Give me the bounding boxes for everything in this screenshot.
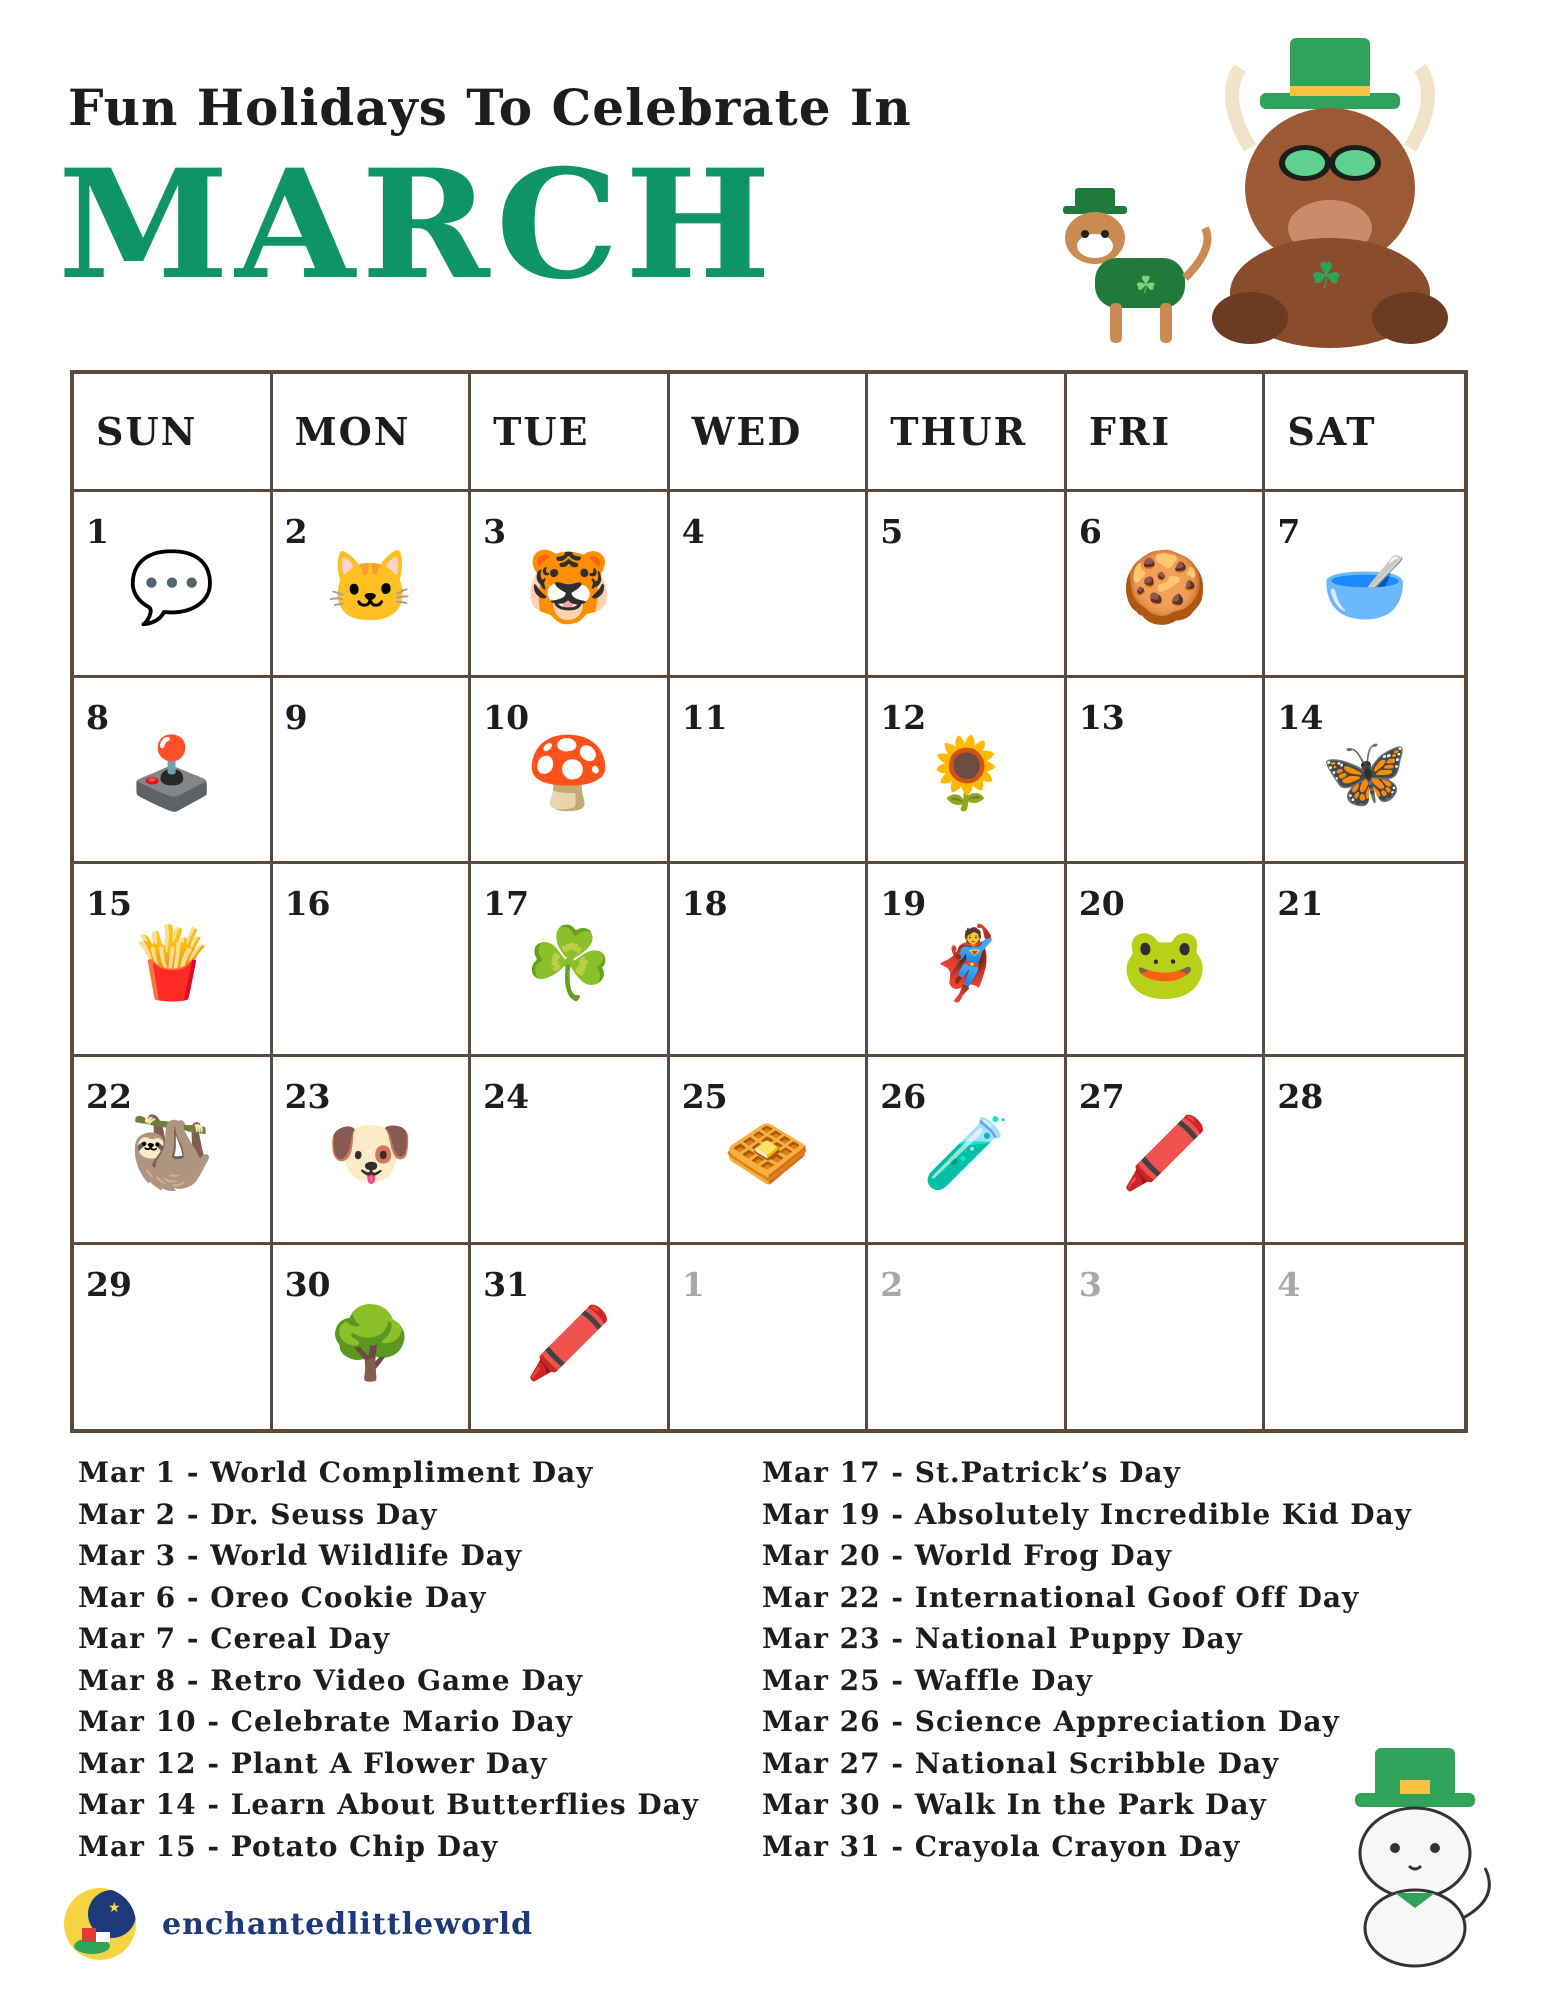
calendar-day-cell (670, 1057, 869, 1245)
calendar-day-cell (273, 864, 472, 1057)
calendar-day-cell (273, 1245, 472, 1433)
next-month-day-number: 2 (880, 1265, 904, 1304)
calendar-day-cell (471, 1057, 670, 1245)
calendar-day-cell (74, 492, 273, 678)
calendar-day-cell (74, 1057, 273, 1245)
calendar-day-cell (1067, 1245, 1266, 1433)
tiger-icon: 🐯 (525, 546, 613, 629)
page-title: MARCH (58, 137, 778, 313)
cat-in-hat-icon: 🐱 (326, 546, 414, 629)
cereal-bowl-icon: 🥣 (1321, 546, 1409, 629)
day-number: 16 (284, 884, 331, 923)
day-number: 26 (880, 1077, 927, 1116)
holiday-list-left (78, 1452, 699, 1867)
cookie-icon: 🍪 (1121, 546, 1209, 629)
puppy-heart-icon: 🐶 (326, 1112, 414, 1195)
calendar-day-cell (74, 1245, 273, 1433)
calendar-day-cell (273, 678, 472, 864)
holiday-entry: Mar 20 - World Frog Day (762, 1539, 1173, 1572)
calendar-day-cell (868, 864, 1067, 1057)
svg-text:☘: ☘ (1310, 256, 1343, 297)
calendar-day-cell (670, 864, 869, 1057)
cat-leprechaun-icon (1335, 1748, 1505, 1968)
marker-heart-icon: 🖍️ (1121, 1112, 1209, 1195)
potato-chips-icon: 🍟 (128, 921, 216, 1004)
calendar-day-cell (471, 864, 670, 1057)
day-number: 19 (880, 884, 927, 923)
holiday-entry: Mar 1 - World Compliment Day (78, 1456, 594, 1489)
calendar-grid (74, 374, 1464, 1429)
calendar-day-cell (74, 678, 273, 864)
calendar-day-cell (1265, 678, 1464, 864)
holiday-entry: Mar 3 - World Wildlife Day (78, 1539, 523, 1572)
day-number: 1 (86, 512, 109, 551)
mario-icon: 🍄 (525, 732, 613, 815)
arcade-machine-icon: 🕹️ (128, 732, 216, 815)
calendar-day-cell (273, 1057, 472, 1245)
holiday-entry: Mar 27 - National Scribble Day (762, 1746, 1280, 1780)
day-number: 8 (86, 698, 109, 737)
party-sloth-icon: 🦥 (128, 1112, 216, 1195)
day-number: 11 (681, 698, 728, 737)
day-number: 22 (86, 1077, 132, 1116)
day-number: 23 (284, 1077, 331, 1116)
day-number: 6 (1078, 512, 1102, 551)
calendar-day-cell (670, 1245, 869, 1433)
calendar-day-cell (670, 492, 869, 678)
holiday-entry: Mar 26 - Science Appreciation Day (762, 1705, 1340, 1738)
calendar-day-cell (1265, 864, 1464, 1057)
calendar-day-cell (471, 492, 670, 678)
day-number: 21 (1277, 884, 1324, 923)
calendar-day-cell (471, 678, 670, 864)
day-number: 18 (681, 884, 728, 923)
leprechaun-icon: ☘️ (525, 921, 613, 1004)
crayon-box-icon: 🖍️ (525, 1301, 613, 1384)
calendar-day-cell (1265, 492, 1464, 678)
svg-text:☘: ☘ (1135, 271, 1157, 299)
superhero-kid-icon: 🦸 (922, 921, 1010, 1004)
day-number: 7 (1277, 512, 1301, 551)
brand-name: enchantedlittleworld (162, 1906, 534, 1942)
holiday-entry: Mar 30 - Walk In the Park Day (762, 1788, 1267, 1821)
calendar-day-cell (1067, 678, 1266, 864)
calendar-day-cell (868, 492, 1067, 678)
calendar-day-cell (1265, 1057, 1464, 1245)
holiday-entry: Mar 14 - Learn About Butterflies Day (78, 1788, 700, 1821)
holiday-entry: Mar 17 - St.Patrick’s Day (762, 1456, 1181, 1489)
calendar-day-cell (74, 864, 273, 1057)
holiday-entry: Mar 10 - Celebrate Mario Day (78, 1705, 573, 1738)
butterflies-icon: 🦋 (1321, 732, 1409, 815)
calendar-day-cell (1067, 492, 1266, 678)
calendar-day-cell (868, 1245, 1067, 1433)
day-number: 17 (483, 884, 530, 923)
day-number: 12 (880, 698, 927, 737)
day-header-mon: MON (273, 374, 472, 492)
day-number: 3 (483, 512, 507, 551)
day-number: 15 (86, 884, 132, 923)
day-number: 4 (681, 512, 705, 551)
holiday-entry: Mar 31 - Crayola Crayon Day (762, 1829, 1241, 1863)
day-header-wed: WED (670, 374, 869, 492)
holiday-list-right (762, 1452, 1412, 1867)
day-number: 10 (483, 698, 530, 737)
day-number: 14 (1277, 698, 1324, 737)
potion-flask-icon: 🧪 (922, 1112, 1010, 1195)
day-number: 20 (1078, 884, 1125, 923)
holiday-entry: Mar 23 - National Puppy Day (762, 1622, 1243, 1655)
day-number: 2 (284, 512, 308, 551)
dog-icon (1055, 188, 1225, 348)
day-number: 28 (1277, 1077, 1324, 1116)
calendar-day-cell (868, 678, 1067, 864)
next-month-day-number: 3 (1078, 1265, 1102, 1304)
day-header-thur: THUR (868, 374, 1067, 492)
next-month-day-number: 1 (681, 1265, 705, 1304)
day-number: 25 (681, 1077, 728, 1116)
tree-icon: 🌳 (326, 1301, 414, 1384)
holiday-entry: Mar 15 - Potato Chip Day (78, 1829, 499, 1863)
heart-speech-bubble-icon: 💬 (128, 546, 216, 629)
waffle-icon: 🧇 (723, 1112, 812, 1195)
holiday-entry: Mar 6 - Oreo Cookie Day (78, 1580, 487, 1614)
holiday-entry: Mar 2 - Dr. Seuss Day (78, 1497, 438, 1531)
frog-prince-icon: 🐸 (1121, 921, 1209, 1004)
calendar-day-cell (670, 678, 869, 864)
day-number: 29 (86, 1265, 132, 1304)
next-month-day-number: 4 (1277, 1265, 1301, 1304)
day-header-sun: SUN (74, 374, 273, 492)
calendar-day-cell (471, 1245, 670, 1433)
calendar-day-cell (868, 1057, 1067, 1245)
holiday-entry: Mar 7 - Cereal Day (78, 1622, 391, 1655)
day-header-sat: SAT (1265, 374, 1464, 492)
day-number: 24 (483, 1077, 530, 1116)
day-number: 5 (880, 512, 904, 551)
calendar (70, 370, 1468, 1433)
brand (64, 1888, 533, 1960)
day-number: 9 (284, 698, 308, 737)
day-header-tue: TUE (471, 374, 670, 492)
holiday-entry: Mar 22 - International Goof Off Day (762, 1580, 1360, 1614)
holiday-entry: Mar 25 - Waffle Day (762, 1663, 1093, 1697)
brand-logo-icon (64, 1888, 136, 1960)
day-number: 31 (483, 1265, 530, 1304)
page-subtitle: Fun Holidays To Celebrate In (68, 78, 912, 137)
sunflower-icon: 🌻 (922, 732, 1010, 815)
highland-cow-icon (1210, 38, 1450, 348)
svg-text:★: ★ (108, 1900, 121, 1916)
calendar-day-cell (1067, 1057, 1266, 1245)
day-number: 27 (1078, 1077, 1125, 1116)
day-number: 13 (1078, 698, 1125, 737)
calendar-day-cell (1067, 864, 1266, 1057)
holiday-entry: Mar 8 - Retro Video Game Day (78, 1663, 584, 1697)
day-number: 30 (284, 1265, 331, 1304)
calendar-day-cell (1265, 1245, 1464, 1433)
day-header-fri: FRI (1067, 374, 1266, 492)
holiday-entry: Mar 12 - Plant A Flower Day (78, 1746, 548, 1780)
calendar-day-cell (273, 492, 472, 678)
holiday-entry: Mar 19 - Absolutely Incredible Kid Day (762, 1497, 1412, 1531)
